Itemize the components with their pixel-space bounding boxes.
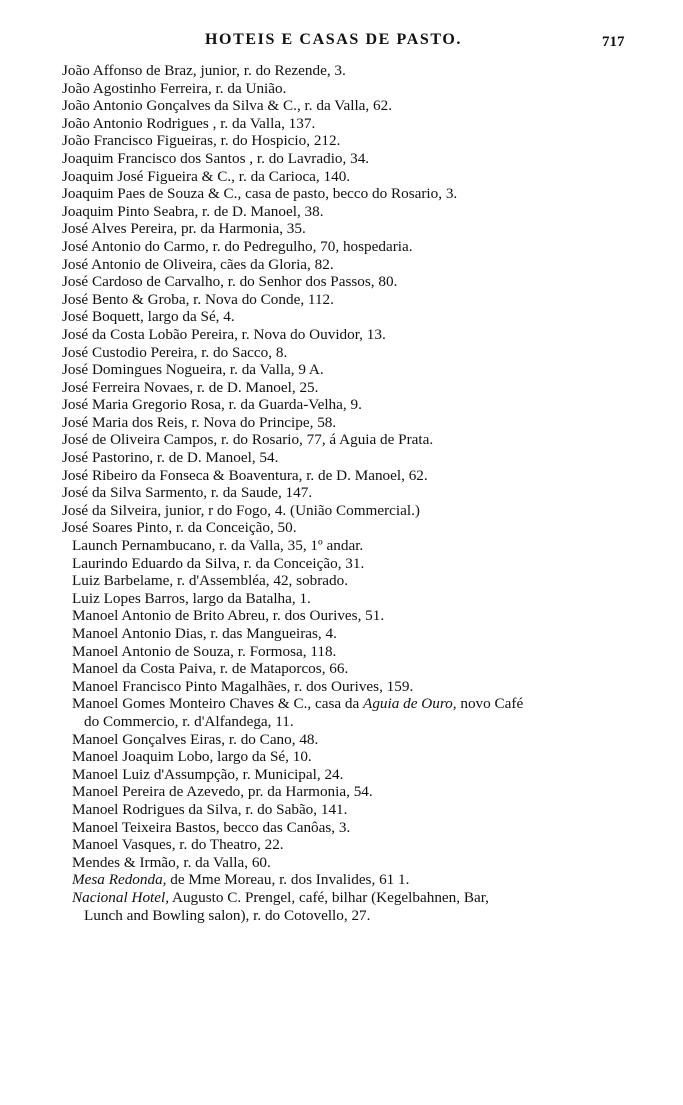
list-item: José Maria dos Reis, r. Nova do Principe, 58. [62,413,337,431]
list-item: José Ribeiro da Fonseca & Boaventura, r. de D. Manoel, 62. [62,466,428,484]
list-item: José Antonio do Carmo, r. do Pedregulho, 70, hospedaria. [62,237,413,255]
entry-italic-text: Nacional Hotel, [72,888,170,906]
entry-text: Manoel Gomes Monteiro Chaves & C., casa da [72,695,364,713]
list-item-continuation: do Commercio, r. d'Alfandega, 11. [84,712,294,730]
list-item: José Bento & Groba, r. Nova do Conde, 112. [62,290,334,308]
list-item: Joaquim Pinto Seabra, r. de D. Manoel, 38. [62,202,324,220]
list-item: Manoel Teixeira Bastos, becco das Canôas, 3. [72,818,351,836]
list-item: José Domingues Nogueira, r. da Valla, 9 A. [62,361,324,379]
list-item: Launch Pernambucano, r. da Valla, 35, 1º andar. [72,537,364,555]
list-item: José Soares Pinto, r. da Conceição, 50. [62,519,297,537]
section-title: HOTEIS E CASAS DE PASTO. [205,31,462,48]
list-item: Mendes & Irmão, r. da Valla, 60. [72,853,271,871]
list-item: Joaquim José Figueira & C., r. da Carioca, 140. [62,167,351,185]
list-item: Joaquim Paes de Souza & C., casa de pasto, becco do Rosario, 3. [62,185,458,203]
list-item: José de Oliveira Campos, r. do Rosario, 77, á Aguia de Prata. [62,431,434,449]
entry-italic-text: Mesa Redonda, [72,871,167,889]
entry-italic-text: Aguia de Ouro, [363,695,457,713]
list-item: José Alves Pereira, pr. da Harmonia, 35. [62,220,306,238]
entry-text: novo Café [456,695,524,713]
list-item: Manoel Antonio de Souza, r. Formosa, 118. [72,642,337,660]
list-item: José Cardoso de Carvalho, r. do Senhor dos Passos, 80. [62,273,398,291]
list-item: Manoel Francisco Pinto Magalhães, r. dos Ourives, 159. [72,677,414,695]
list-item: Manoel Antonio de Brito Abreu, r. dos Ourives, 51. [72,607,385,625]
list-item: Laurindo Eduardo da Silva, r. da Conceição, 31. [72,554,365,572]
list-item: João Francisco Figueiras, r. do Hospicio, 212. [62,132,341,150]
list-item: Manoel Luiz d'Assumpção, r. Municipal, 24. [72,765,344,783]
list-item: João Agostinho Ferreira, r. da União. [62,79,287,97]
entry-text: Augusto C. Prengel, café, bilhar (Kegelbahnen, Bar, [169,888,489,906]
entry-list [62,62,677,924]
list-item: Manoel Rodrigues da Silva, r. do Sabão, 141. [72,800,348,818]
list-item [62,889,677,907]
list-item-continuation: Lunch and Bowling salon), r. do Cotovello, 27. [84,906,371,924]
list-item: José da Silva Sarmento, r. da Saude, 147. [62,484,313,502]
list-item: Manoel Antonio Dias, r. das Mangueiras, 4. [72,625,337,642]
list-item: José Antonio de Oliveira, cães da Gloria, 82. [62,255,334,273]
page-number: 717 [602,34,625,50]
list-item: José Boquett, largo da Sé, 4. [62,308,235,326]
list-item: Manoel Gonçalves Eiras, r. do Cano, 48. [72,730,319,748]
list-item: Manoel da Costa Paiva, r. de Mataporcos, 66. [72,660,349,678]
list-item: Luiz Barbelame, r. d'Assembléa, 42, sobrado. [72,572,349,590]
list-item: José Ferreira Novaes, r. de D. Manoel, 25. [62,378,319,396]
list-item: José Maria Gregorio Rosa, r. da Guarda-Velha, 9. [62,396,362,414]
list-item: Manoel Joaquim Lobo, largo da Sé, 10. [72,748,312,766]
list-item: Manoel Vasques, r. do Theatro, 22. [72,836,284,854]
entry-text: de Mme Moreau, r. dos Invalides, 61 1. [166,871,410,889]
list-item: José Pastorino, r. de D. Manoel, 54. [62,449,279,467]
list-item: José Custodio Pereira, r. do Sacco, 8. [62,343,288,361]
list-item: João Antonio Rodrigues , r. da Valla, 137. [62,114,316,132]
list-item: João Affonso de Braz, junior, r. do Rezende, 3. [62,62,346,79]
list-item: José da Costa Lobão Pereira, r. Nova do Ouvidor, 13. [62,325,386,343]
list-item: Manoel Pereira de Azevedo, pr. da Harmonia, 54. [72,783,373,801]
list-item: José da Silveira, junior, r do Fogo, 4. (União Commercial.) [62,501,420,519]
list-item [62,871,677,889]
list-item [62,695,677,713]
list-item: Luiz Lopes Barros, largo da Batalha, 1. [72,589,311,607]
list-item: João Antonio Gonçalves da Silva & C., r. da Valla, 62. [62,97,393,115]
page-header [0,28,683,50]
list-item: Joaquim Francisco dos Santos , r. do Lavradio, 34. [62,149,370,167]
